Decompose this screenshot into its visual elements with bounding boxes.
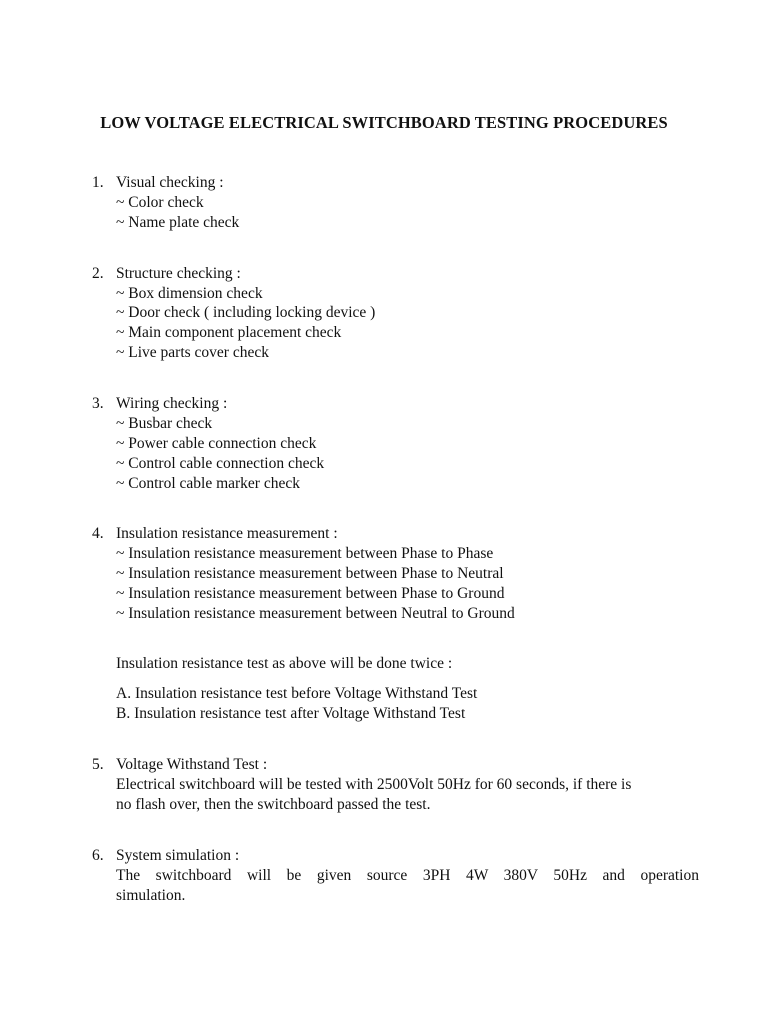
list-item: ~ Control cable marker check bbox=[116, 475, 300, 492]
list-item: ~ Insulation resistance measurement between Phase to Neutral bbox=[116, 565, 504, 582]
section-3-number: 3. bbox=[92, 395, 104, 412]
list-item: ~ Main component placement check bbox=[116, 324, 342, 341]
list-item: A. Insulation resistance test before Voltage Withstand Test bbox=[116, 685, 478, 702]
section-2-heading: Structure checking : bbox=[116, 265, 241, 282]
section-4-heading: Insulation resistance measurement : bbox=[116, 525, 338, 542]
section-2-number: 2. bbox=[92, 265, 104, 282]
list-item: ~ Insulation resistance measurement between Phase to Phase bbox=[116, 545, 494, 562]
list-item: ~ Power cable connection check bbox=[116, 435, 317, 452]
section-6-number: 6. bbox=[92, 847, 104, 864]
list-item: ~ Name plate check bbox=[116, 214, 240, 231]
list-item: ~ Insulation resistance measurement between Neutral to Ground bbox=[116, 605, 515, 622]
list-item: ~ Live parts cover check bbox=[116, 344, 269, 361]
section-5-number: 5. bbox=[92, 756, 104, 773]
section-5-body-line-2: no flash over, then the switchboard passed the test. bbox=[116, 796, 431, 813]
section-6-body-line-1: The switchboard will be given source 3PH 4W 380V 50Hz and operation bbox=[116, 867, 699, 884]
section-6-heading: System simulation : bbox=[116, 847, 240, 864]
section-1-number: 1. bbox=[92, 174, 104, 191]
section-3-heading: Wiring checking : bbox=[116, 395, 228, 412]
section-5-body-line-1: Electrical switchboard will be tested with 2500Volt 50Hz for 60 seconds, if there is bbox=[116, 776, 632, 793]
list-item: ~ Color check bbox=[116, 194, 204, 211]
document-title: LOW VOLTAGE ELECTRICAL SWITCHBOARD TESTING PROCEDURES bbox=[100, 113, 668, 132]
section-5-heading: Voltage Withstand Test : bbox=[116, 756, 268, 773]
list-item: ~ Box dimension check bbox=[116, 285, 263, 302]
list-item: ~ Control cable connection check bbox=[116, 455, 325, 472]
section-4-number: 4. bbox=[92, 525, 104, 542]
list-item: ~ Door check ( including locking device ) bbox=[116, 304, 376, 321]
list-item: ~ Busbar check bbox=[116, 415, 213, 432]
section-6-body-line-2: simulation. bbox=[116, 887, 186, 904]
list-item: B. Insulation resistance test after Voltage Withstand Test bbox=[116, 705, 466, 722]
section-1-heading: Visual checking : bbox=[116, 174, 224, 191]
list-item: ~ Insulation resistance measurement between Phase to Ground bbox=[116, 585, 505, 602]
section-4-note: Insulation resistance test as above will be done twice : bbox=[116, 655, 453, 672]
